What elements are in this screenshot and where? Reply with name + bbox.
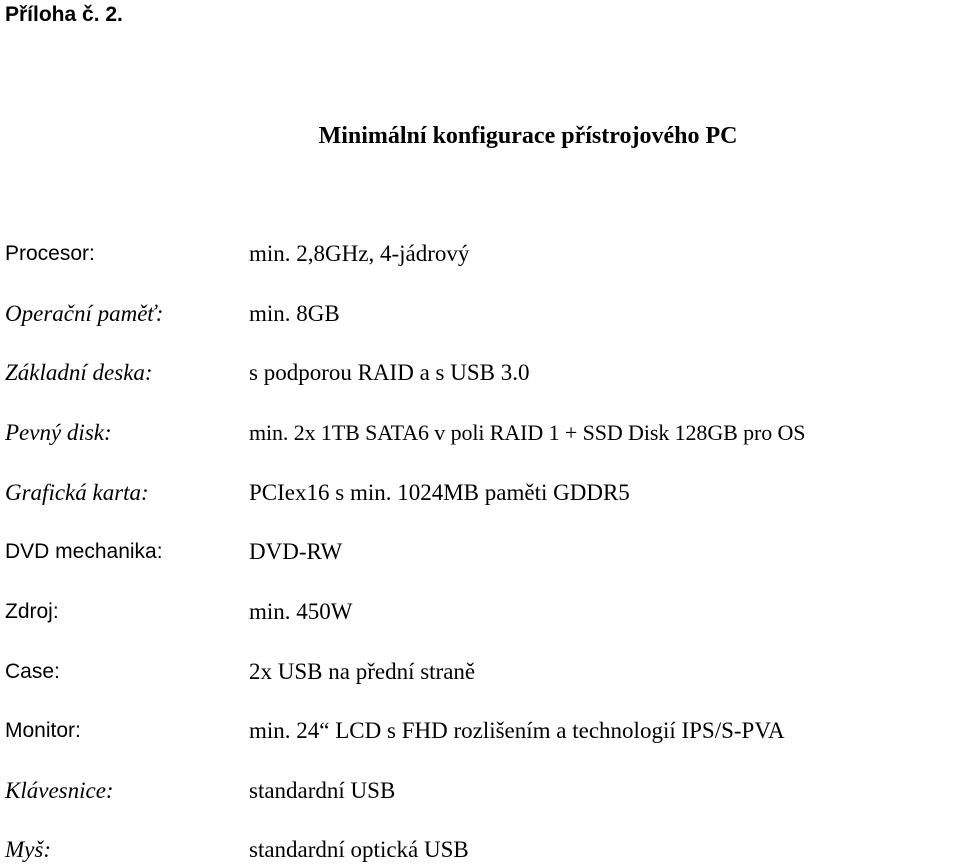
spec-value: standardní optická USB	[249, 837, 469, 862]
spec-label: DVD mechanika:	[5, 540, 163, 563]
spec-row-klavesnice	[0, 775, 960, 815]
spec-row-case	[0, 656, 960, 696]
spec-row-operacni-pamet	[0, 298, 960, 338]
spec-row-graficka-karta	[0, 477, 960, 517]
attachment-label: Příloha č. 2.	[5, 3, 123, 26]
spec-row-monitor	[0, 715, 960, 755]
spec-label: Základní deska:	[5, 360, 153, 385]
spec-value: min. 2x 1TB SATA6 v poli RAID 1 + SSD Disk 128GB pro OS	[249, 420, 806, 445]
spec-label: Monitor:	[5, 719, 81, 742]
spec-label: Procesor:	[5, 242, 95, 265]
spec-value: min. 450W	[249, 599, 353, 624]
spec-value: s podporou RAID a s USB 3.0	[249, 360, 530, 385]
document-title: Minimální konfigurace přístrojového PC	[318, 123, 738, 149]
spec-label: Grafická karta:	[5, 480, 149, 505]
spec-row-pevny-disk	[0, 417, 960, 457]
spec-value: DVD-RW	[249, 539, 343, 564]
spec-row-dvd-mechanika	[0, 536, 960, 576]
spec-label: Myš:	[5, 837, 51, 862]
spec-value: min. 24“ LCD s FHD rozlišením a technologií IPS/S-PVA	[249, 718, 785, 743]
spec-row-zdroj	[0, 596, 960, 636]
spec-value: PCIex16 s min. 1024MB paměti GDDR5	[249, 480, 630, 505]
spec-value: min. 8GB	[249, 301, 340, 326]
spec-row-zakladni-deska	[0, 357, 960, 397]
spec-label: Klávesnice:	[5, 778, 114, 803]
spec-label: Operační paměť:	[5, 301, 164, 326]
spec-row-procesor	[0, 238, 960, 278]
spec-value: 2x USB na přední straně	[249, 659, 476, 684]
spec-row-mys	[0, 834, 960, 867]
spec-label: Pevný disk:	[5, 420, 112, 445]
spec-label: Case:	[5, 660, 60, 683]
spec-value: standardní USB	[249, 778, 396, 803]
spec-label: Zdroj:	[5, 600, 59, 623]
spec-value: min. 2,8GHz, 4-jádrový	[249, 241, 470, 266]
